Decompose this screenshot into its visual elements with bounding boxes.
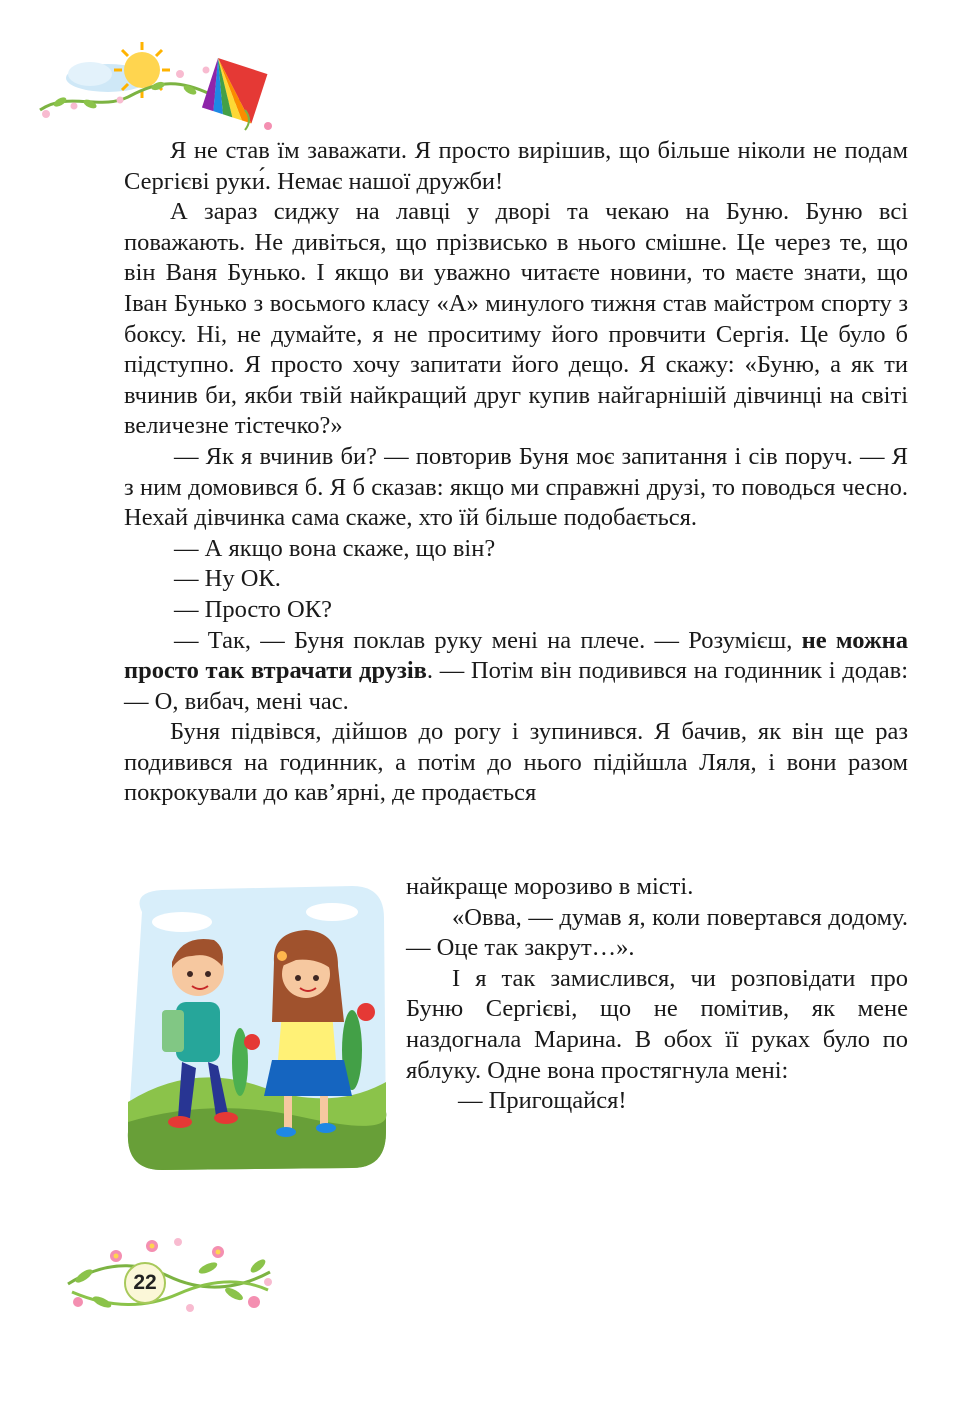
- page-number: 22: [124, 1262, 166, 1304]
- paragraph: І я так замислився, чи розповідати про Буню Сергієві, що не помітив, як мене наздогнала Марина. В обох її руках було по яблуку. Одне вона простягнула мені:: [406, 964, 908, 1084]
- paragraph: Я не став їм заважати. Я просто вирішив, що більше ніколи не подам Сергієві руки́. Немає нашої дружби!: [124, 137, 908, 195]
- dialogue-line: — Просто ОК?: [174, 595, 332, 623]
- paragraph: «Овва, — думав я, коли повертався додому. — Оце так закрут…».: [406, 903, 908, 962]
- text-span: . — Потім він подивився на годинник і додав: — О, вибач, мені час.: [124, 657, 909, 715]
- paragraph: А зараз сиджу на лавці у дворі та чекаю на Буню. Буню всі поважають. Не дивіться, що прізвисько в нього смішне. Це через те, що він Ваня Бунько. І якщо ви уважно читаєте новини, то маєте знати, що Іван Бунько з восьмого класу «А» минулого тижня став майстром спорту з боксу. Ні, не думайте, я не проситиму його провчити Сергія. Це було б підступно. Я просто хочу запитати його дещо. Я скажу: «Буню, а як ти вчинив би, якби твій найкращий друг купив найгарнішій дівчинці на світі величезне тістечко?»: [124, 198, 908, 440]
- dialogue-line: — Ну ОК.: [174, 565, 281, 593]
- dialogue-line: — Пригощайся!: [458, 1087, 627, 1115]
- paragraph: найкраще морозиво в місті.: [406, 873, 694, 900]
- story-text-top: [124, 136, 908, 809]
- flower-wreath-icon: [58, 1232, 278, 1316]
- paragraph: Буня підвівся, дійшов до рогу і зупинився. Я бачив, як він ще раз подивився на годинник, а потім до нього підійшла Ляля, і вони разом покрокували до кав’ярні, де продається: [124, 718, 908, 807]
- sun-kite-vine-icon: [30, 40, 290, 140]
- text-span: — Так, — Буня поклав руку мені на плече. — Розумієш,: [174, 626, 802, 654]
- story-text-side: [406, 872, 908, 1117]
- bold-phrase: не можна просто так втрачати друзів: [124, 626, 908, 685]
- dialogue-line: — Як я вчинив би? — повторив Буня моє запитання і сів поруч. — Я з ним домовився б. Я б сказав: якщо ми справжні друзі, то поводься чесно. Нехай дівчинка сама скаже, хто їй більше подобається.: [124, 442, 908, 532]
- children-illustration-icon: [122, 882, 390, 1172]
- dialogue-line: — А якщо вона скаже, що він?: [174, 534, 496, 562]
- dialogue-line: [124, 626, 908, 718]
